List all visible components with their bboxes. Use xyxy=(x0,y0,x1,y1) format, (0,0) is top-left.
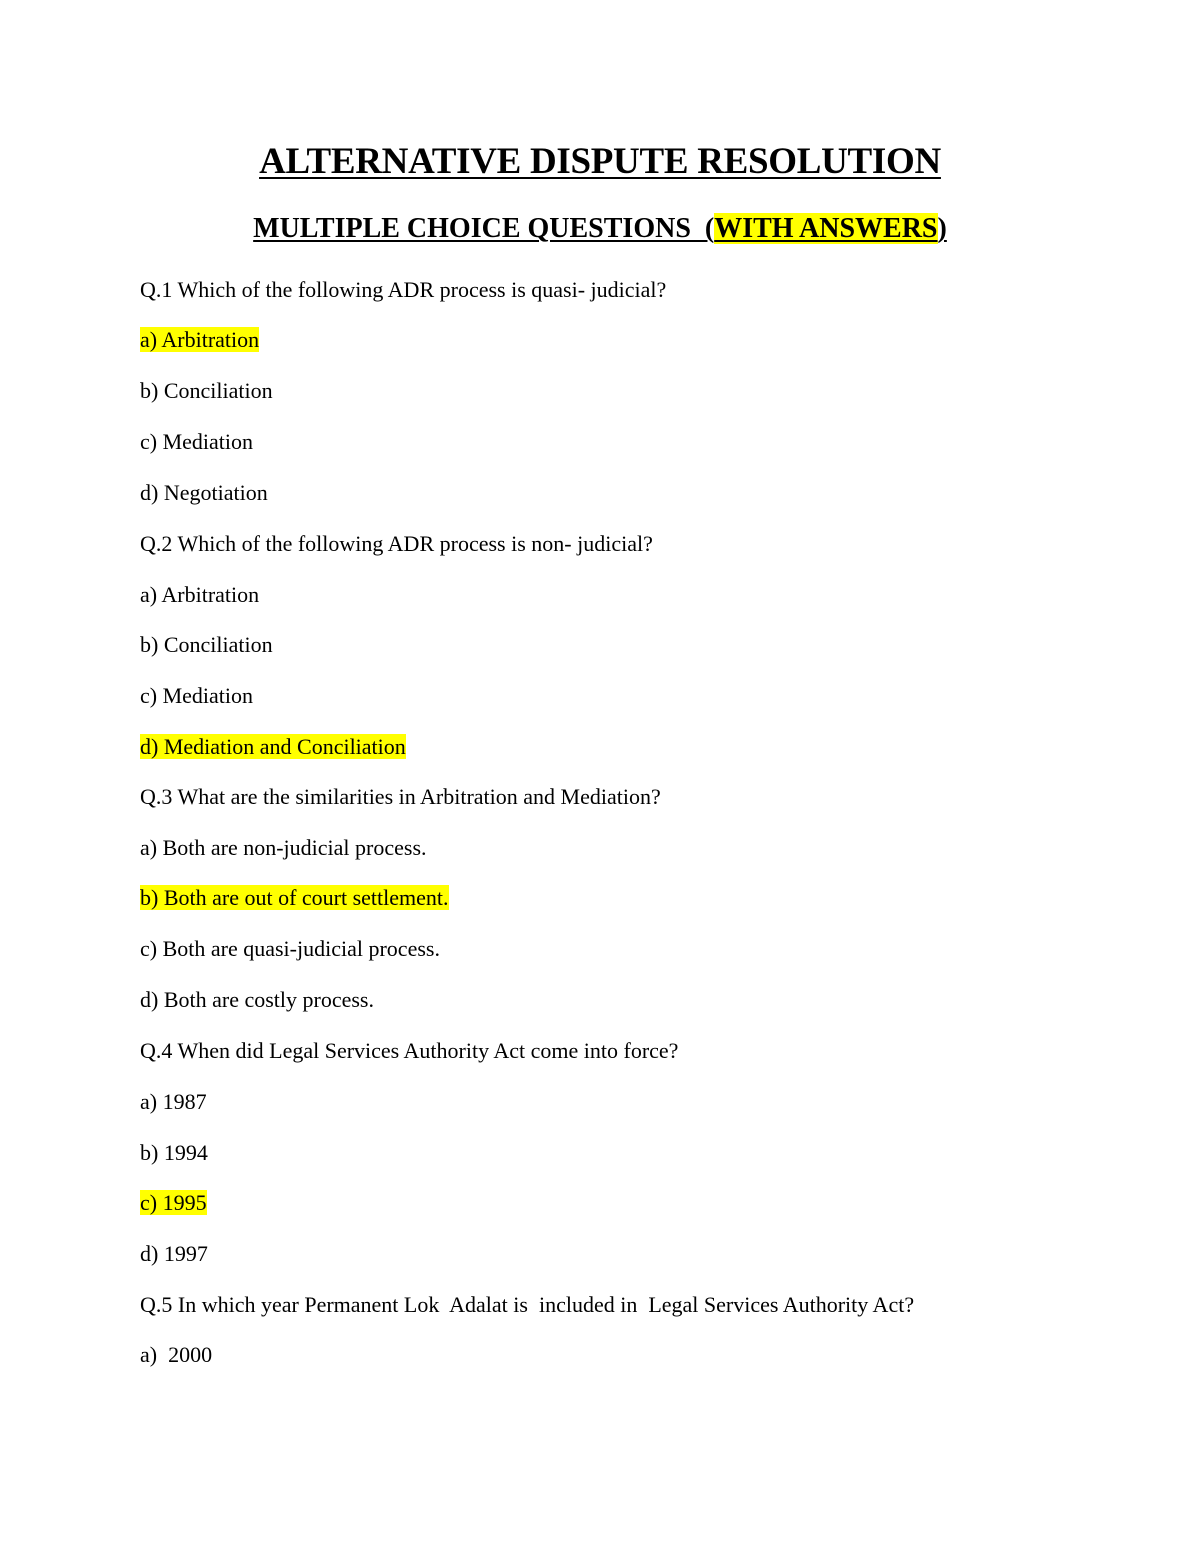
option-text: c) Mediation xyxy=(140,683,254,708)
option-text: c) Both are quasi-judicial process. xyxy=(140,936,440,961)
question-text: Q.5 In which year Permanent Lok Adalat is included in Legal Services Authority Act? xyxy=(140,1292,915,1317)
question-2-text xyxy=(140,530,653,557)
question-4-option-d xyxy=(140,1240,208,1267)
option-text: a) Arbitration xyxy=(140,582,260,607)
question-1-option-d xyxy=(140,479,268,506)
question-4-option-a xyxy=(140,1088,207,1115)
option-text: b) Conciliation xyxy=(140,632,273,657)
question-2-option-b xyxy=(140,631,273,658)
question-1-option-b xyxy=(140,377,273,404)
document-title: ALTERNATIVE DISPUTE RESOLUTION xyxy=(259,141,941,182)
question-2-option-c xyxy=(140,682,253,709)
question-5-option-a xyxy=(140,1341,212,1368)
subtitle-prefix: MULTIPLE CHOICE QUESTIONS ( xyxy=(253,213,715,244)
question-3-option-d xyxy=(140,986,374,1013)
question-2-option-a xyxy=(140,581,259,608)
question-5-text xyxy=(140,1291,914,1318)
option-text: d) 1997 xyxy=(140,1241,208,1266)
option-text: a) 1987 xyxy=(140,1089,207,1114)
option-text: b) 1994 xyxy=(140,1140,208,1165)
document-subtitle xyxy=(0,213,1200,245)
option-text-correct: c) 1995 xyxy=(140,1190,207,1215)
question-4-option-b xyxy=(140,1139,208,1166)
option-text-correct: a) Arbitration xyxy=(140,327,260,352)
question-4-option-c xyxy=(140,1189,207,1216)
option-text: c) Mediation xyxy=(140,429,254,454)
question-3-text xyxy=(140,783,661,810)
question-text: Q.4 When did Legal Services Authority Act come into force? xyxy=(140,1038,679,1063)
question-3-option-a xyxy=(140,834,427,861)
question-3-option-c xyxy=(140,935,440,962)
option-text: d) Negotiation xyxy=(140,480,268,505)
option-text: a) 2000 xyxy=(140,1342,213,1367)
question-1-text xyxy=(140,276,666,303)
question-text: Q.1 Which of the following ADR process is quasi- judicial? xyxy=(140,277,667,302)
option-text-correct: b) Both are out of court settlement. xyxy=(140,885,449,910)
question-2-option-d xyxy=(140,733,406,760)
question-4-text xyxy=(140,1037,678,1064)
question-1-option-a xyxy=(140,326,259,353)
question-3-option-b xyxy=(140,884,449,911)
question-1-option-c xyxy=(140,428,253,455)
option-text: d) Both are costly process. xyxy=(140,987,374,1012)
question-text: Q.3 What are the similarities in Arbitration and Mediation? xyxy=(140,784,661,809)
subtitle-suffix: ) xyxy=(937,213,947,244)
option-text: a) Both are non-judicial process. xyxy=(140,835,427,860)
option-text: b) Conciliation xyxy=(140,378,273,403)
question-text: Q.2 Which of the following ADR process is non- judicial? xyxy=(140,531,653,556)
option-text-correct: d) Mediation and Conciliation xyxy=(140,734,406,759)
subtitle-highlight: WITH ANSWERS xyxy=(714,213,938,244)
